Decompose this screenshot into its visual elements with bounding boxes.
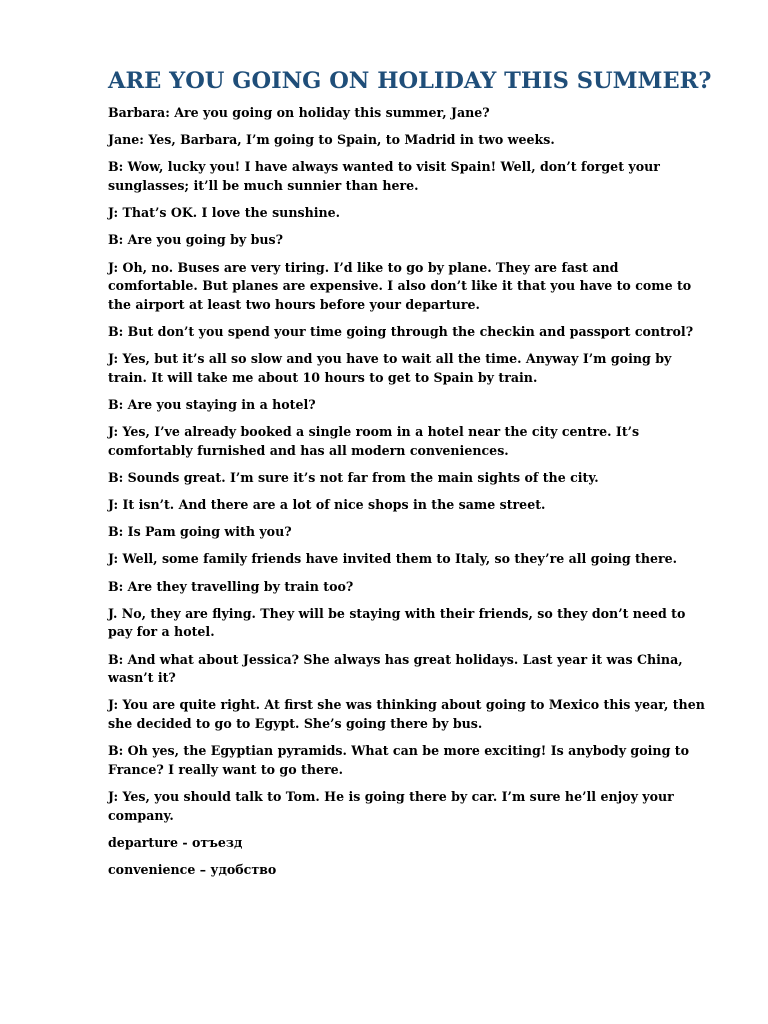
dialogue-line: J: Yes, I’ve already booked a single room in a hotel near the city centre. It’s comfortably furnished and has all modern conveniences. <box>108 424 640 458</box>
dialogue-line: J: It isn’t. And there are a lot of nice shops in the same street. <box>108 497 546 513</box>
dialogue-line: J: That’s OK. I love the sunshine. <box>108 205 341 221</box>
dialogue-line: B: Are they travelling by train too? <box>108 578 354 594</box>
dialogue-line: B: Wow, lucky you! I have always wanted to visit Spain! Well, don’t forget your sunglasses; it’ll be much sunnier than here. <box>108 159 660 193</box>
dialogue-line: B: Oh yes, the Egyptian pyramids. What can be more exciting! Is anybody going to France? I really want to go there. <box>108 743 689 777</box>
dialogue-body <box>108 104 710 888</box>
dialogue-line: J: Well, some family friends have invited them to Italy, so they’re all going there. <box>108 551 678 567</box>
dialogue-line: J: You are quite right. At first she was thinking about going to Mexico this year, then she decided to go to Egypt. She’s going there by bus. <box>108 697 705 731</box>
dialogue-line: B: Are you going by bus? <box>108 232 284 248</box>
page-title: ARE YOU GOING ON HOLIDAY THIS SUMMER? <box>108 68 712 94</box>
glossary-entry-departure: departure - отъезд <box>108 834 243 850</box>
dialogue-line: J: Oh, no. Buses are very tiring. I’d like to go by plane. They are fast and comfortable. But planes are expensive. I also don’t like it that you have to come to the airport at least two hours before your departure. <box>108 259 692 312</box>
dialogue-line: B: Is Pam going with you? <box>108 524 292 540</box>
dialogue-line: B: Sounds great. I’m sure it’s not far from the main sights of the city. <box>108 469 599 485</box>
dialogue-line: Jane: Yes, Barbara, I’m going to Spain, to Madrid in two weeks. <box>108 132 555 148</box>
dialogue-line: B: But don’t you spend your time going through the checkin and passport control? <box>108 323 694 339</box>
dialogue-line: J. No, they are flying. They will be staying with their friends, so they don’t need to pay for a hotel. <box>108 605 686 640</box>
dialogue-line: B: And what about Jessica? She always has great holidays. Last year it was China, wasn’t it? <box>108 651 683 686</box>
dialogue-line: B: Are you staying in a hotel? <box>108 396 316 412</box>
dialogue-line: J: Yes, you should talk to Tom. He is going there by car. I’m sure he’ll enjoy your company. <box>108 788 674 823</box>
dialogue-line: J: Yes, but it’s all so slow and you have to wait all the time. Anyway I’m going by train. It will take me about 10 hours to get to Spain by train. <box>108 351 672 385</box>
dialogue-line: Barbara: Are you going on holiday this summer, Jane? <box>108 105 490 120</box>
glossary-entry-convenience: convenience – удобство <box>108 861 277 877</box>
